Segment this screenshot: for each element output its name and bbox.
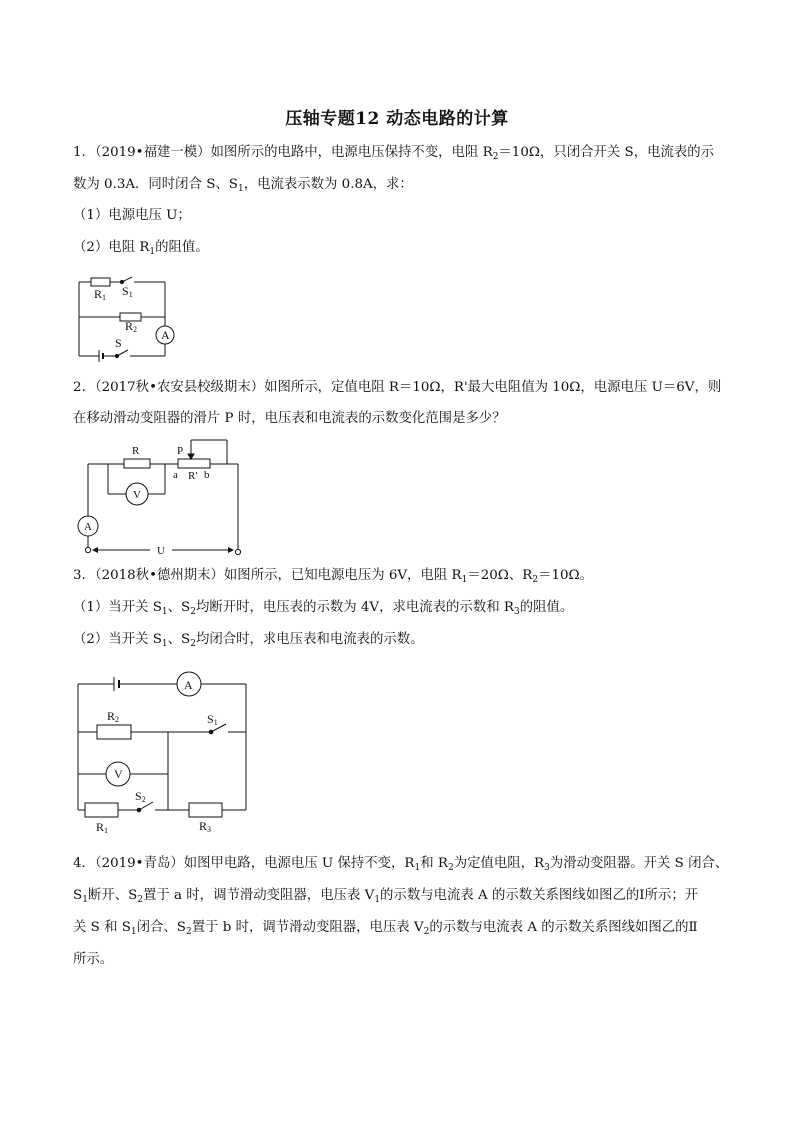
question-1-line-2 [73,175,733,199]
q3-text: 均闭合时，求电压表和电流表的示数。 [195,632,424,647]
q4-text: 4．（2019•青岛）如图甲电路，电源电压 U 保持不变，R [73,856,415,871]
slider-p-arrow [188,454,194,459]
resistor-r1 [85,803,118,817]
q1-text: ＝10Ω，只闭合开关 S，电流表的示 [498,145,715,160]
label-r2: R2 [107,709,120,724]
arrowhead-left [92,547,98,553]
q3-text: 、S [167,632,191,647]
terminal-right [235,549,240,554]
label-ammeter: A [84,521,92,533]
q1-subscript: 2 [492,152,499,162]
q1-subscript: 1 [237,184,244,194]
q4-subscript: 1 [130,927,137,937]
question-1-part-1: （1）电源电压 U； [73,208,191,223]
question-1-line-1 [73,143,733,167]
label-s: S [115,336,122,350]
label-s2: S2 [135,789,146,804]
label-b: b [204,469,210,481]
q4-text: 关 S 和 S [73,920,131,935]
q3-text: 均断开时，电压表的示数为 4V，求电流表的示数和 R [195,600,514,615]
q4-text: 置于 a 时，调节滑动变阻器，电压表 V [143,888,375,903]
label-r3: R3 [199,819,212,834]
q3-subscript: 1 [461,575,468,585]
q1-text: 1．（2019•福建一模）如图所示的电路中，电源电压保持不变，电阻 R [73,145,493,160]
label-p: P [177,445,184,457]
q3-text: 的阻值。 [519,600,574,615]
page-title: 压轴专题12 动态电路的计算 [285,109,509,129]
q4-subscript: 2 [137,895,144,905]
q4-text: 断开、S [87,888,138,903]
label-a: a [173,469,178,481]
question-3-part-1 [73,598,733,622]
q3-text: （1）当开关 S [73,600,162,615]
label-voltmeter: V [133,489,141,501]
q1-text: ，电流表示数为 0.8A，求： [243,177,413,192]
q3-text: 3．（2018秋•德州期末）如图所示，已知电源电压为 6V，电阻 R [73,568,462,583]
label-s1: S1 [207,712,218,727]
terminal-left [85,547,90,552]
q4-subscript: 3 [544,863,550,873]
resistor-r3 [189,803,222,817]
q4-subscript: 1 [414,863,421,873]
q4-text: 和 R [420,856,448,871]
resistor-r [124,459,150,468]
q3-text: （2）当开关 S [73,632,162,647]
label-ammeter: A [161,328,170,342]
label-r1: R1 [96,820,109,835]
q3-subscript: 3 [513,607,520,617]
circuit-figure-2 [70,438,250,560]
q3-subscript: 1 [161,607,168,617]
question-4-line-4: 所示。 [73,952,114,967]
q4-text: S [73,888,83,903]
q3-subscript: 2 [190,639,196,649]
label-r1: R1 [94,287,107,302]
question-1-part-2 [73,238,733,262]
q4-text: 的示数与电流表 A 的示数关系图线如图乙的Ⅰ所示；开 [380,888,699,903]
switch-s-blade [117,350,128,356]
circuit-figure-1 [70,268,190,363]
question-2-line-2: 在移动滑动变阻器的滑片 P 时，电压表和电流表的示数变化范围是多少？ [73,411,506,426]
label-r2: R2 [125,319,138,334]
q3-text: ＝10Ω。 [538,568,593,583]
q4-subscript: 2 [423,927,430,937]
q1-text: （2）电阻 R [73,240,150,255]
question-3-part-2 [73,630,733,654]
q4-subscript: 1 [374,895,381,905]
label-r: R [132,445,140,457]
q1-text: 的阻值。 [155,240,209,255]
label-r-prime: R' [188,470,198,482]
question-4-line-1 [73,854,733,878]
label-u: U [157,545,165,557]
q4-subscript: 2 [186,927,192,937]
rheostat-r-prime [178,459,210,468]
arrowhead-right [228,547,234,553]
question-2-line-1: 2．（2017秋•农安县校级期末）如图所示，定值电阻 R＝10Ω，R'最大电阻值为 10Ω，电源电压 U＝6V，则 [73,380,722,395]
label-voltmeter: V [114,767,123,781]
q3-subscript: 2 [532,575,539,585]
q3-subscript: 1 [161,639,168,649]
question-4-line-2 [73,886,733,910]
q3-subscript: 2 [190,607,196,617]
switch-s1-blade [122,277,132,282]
q4-subscript: 2 [447,863,454,873]
q1-subscript: 1 [149,247,156,257]
label-ammeter: A [184,678,193,692]
question-4-line-3 [73,918,733,942]
q4-text: 的示数与电流表 A 的示数关系图线如图乙的Ⅱ [429,920,698,935]
q4-text: 闭合、S [136,920,186,935]
q4-subscript: 1 [82,895,88,905]
q4-text: 为定值电阻，R [453,856,545,871]
q4-text: 为滑动变阻器。开关 S 闭合、 [549,856,729,871]
q3-text: 、S [167,600,191,615]
label-s1: S1 [122,284,133,299]
question-3-line-1 [73,566,733,590]
q1-text: 数为 0.3A．同时闭合 S、S [73,177,238,192]
q3-text: ＝20Ω、R [467,568,533,583]
resistor-r1 [91,278,110,286]
resistor-r2 [97,725,131,739]
circuit-figure-3 [70,666,255,838]
q4-text: 置于 b 时，调节滑动变阻器，电压表 V [191,920,424,935]
